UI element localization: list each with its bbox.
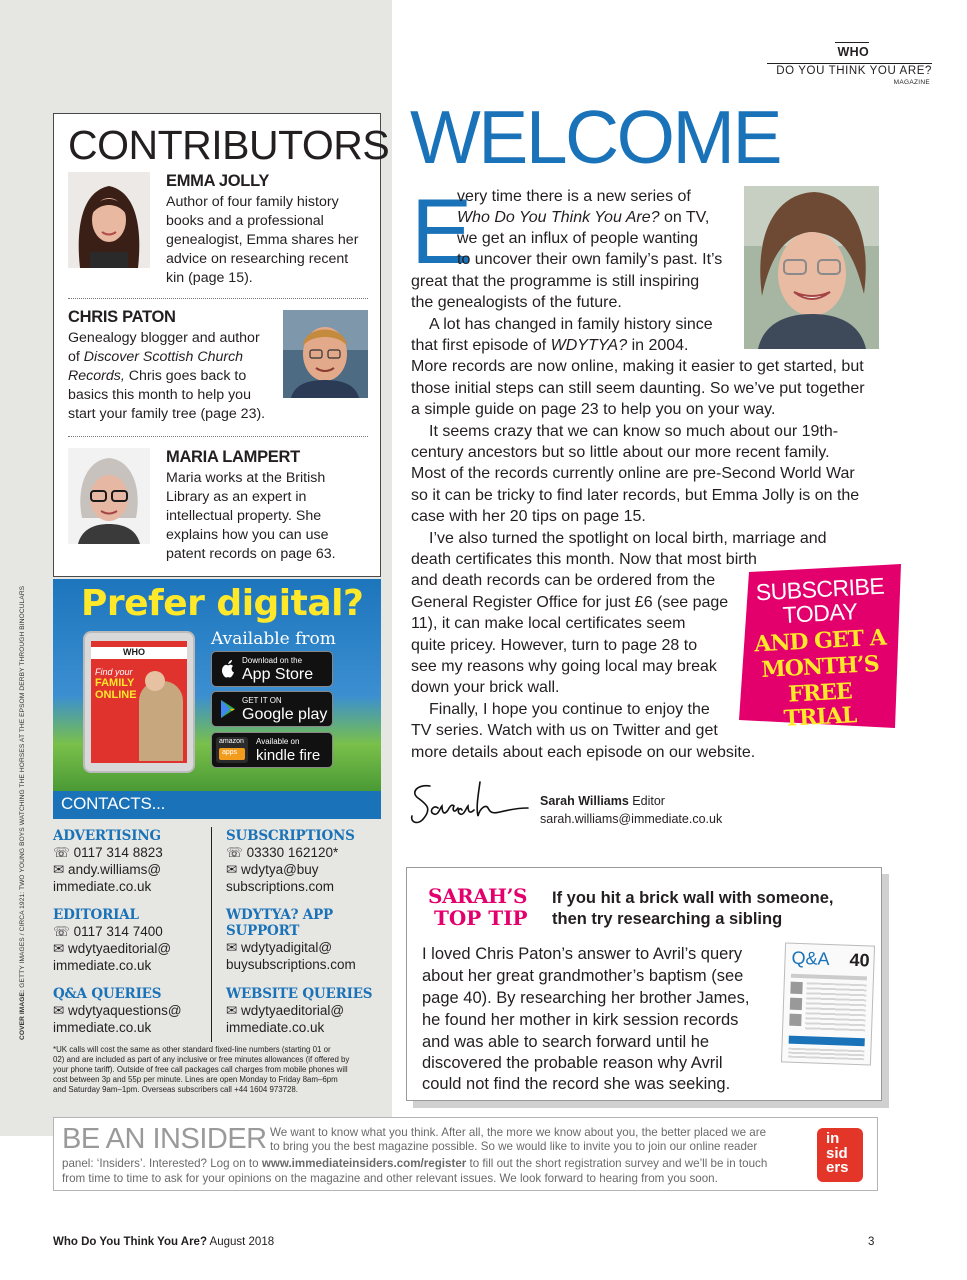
body-line: case with her 20 tips on page 15.	[411, 508, 646, 525]
contact-email[interactable]: ✉ andy.williams@	[53, 862, 162, 877]
tip-body-line: and was able to search forward until he	[422, 1033, 710, 1051]
app-store-big: App Store	[242, 666, 314, 683]
body-line: I’ve also turned the spotlight on local birth, marriage and	[429, 530, 827, 547]
footnote-line: 02) and are included as part of any inclusive or free minutes allowances (if offered by	[53, 1055, 350, 1064]
top-tip-badge: TOP TIP	[434, 906, 528, 930]
body-line: General Register Office for just £6 (see page	[411, 594, 729, 611]
editor-signature	[408, 778, 533, 833]
bio-line: Maria works at the British	[166, 470, 326, 486]
contact-email[interactable]: immediate.co.uk	[53, 958, 152, 973]
contact-app-support	[226, 907, 391, 973]
contact-email[interactable]: buysubscriptions.com	[226, 957, 356, 972]
contributor-bio	[166, 193, 376, 288]
contributor-chris-paton	[68, 308, 283, 424]
body-line: death certificates this month. Now that most birth	[411, 551, 757, 568]
tip-heading-line: If you hit a brick wall with someone,	[552, 889, 834, 907]
body-line: a simple guide on page 23 to help you on your way.	[411, 401, 776, 418]
body-fragment: in 2004.	[631, 337, 689, 354]
subscribe-line: TRIAL	[783, 702, 857, 732]
subscribe-line: TODAY	[782, 598, 858, 628]
body-line: century ancestors but so little about our more recent family.	[411, 444, 830, 461]
contact-title: EDITORIAL	[53, 907, 139, 923]
contact-title: SUPPORT	[226, 923, 300, 939]
welcome-title: WELCOME	[410, 95, 781, 179]
top-tip-box	[406, 867, 882, 1101]
bio-fragment: Chris goes back to	[128, 368, 247, 384]
tablet-screen	[91, 641, 187, 763]
body-fragment: on TV,	[663, 209, 710, 226]
contact-title: WDYTYA? APP	[226, 907, 333, 923]
qa-thumb-title: Q&A	[791, 947, 830, 970]
cover-credit-label: COVER IMAGE:	[19, 989, 26, 1040]
contributors-box	[53, 113, 390, 577]
cover-credit-text: GETTY IMAGES / CIRCA 1921: TWO YOUNG BOYS WATCHING THE HORSES AT THE EPSOM DERBY THROUGH BINOCULARS	[19, 585, 26, 988]
apple-icon	[219, 659, 237, 679]
book-title: Discover Scottish Church	[83, 349, 244, 365]
insider-fragment: to fill out the short registration survey and we’ll be in touch	[469, 1157, 768, 1170]
google-play-icon	[219, 699, 237, 719]
body-line: TV series. Watch with us on Twitter and get	[411, 722, 718, 739]
tip-body-line: I loved Chris Paton’s answer to Avril’s query	[422, 945, 743, 963]
bio-line: advice on researching recent	[166, 251, 349, 267]
kindle-big: kindle fire	[256, 747, 321, 764]
available-from-label: Available from	[211, 629, 336, 649]
contact-subscriptions	[226, 828, 391, 895]
editor-name-text: Sarah Williams	[540, 794, 629, 808]
contact-title: WEBSITE QUERIES	[226, 986, 373, 1002]
tip-heading-line: then try researching a sibling	[552, 910, 783, 928]
contact-advertising	[53, 828, 218, 895]
editor-photo	[744, 186, 879, 349]
bio-line: genealogist, Emma shares her	[166, 232, 359, 248]
body-line: Most of the records currently online are pre-Second World War	[411, 465, 855, 482]
footnote-line: and Saturday 9am–1pm. Overseas subscribers call +44 1604 973728.	[53, 1085, 298, 1094]
contact-email[interactable]: ✉ wdytyaquestions@	[53, 1003, 182, 1018]
book-title: Records,	[68, 368, 125, 384]
insiders-logo	[817, 1128, 863, 1182]
apps-label: apps	[219, 748, 245, 760]
contact-email[interactable]: ✉ wdytyaeditorial@	[226, 1003, 345, 1018]
body-line: very time there is a new series of	[457, 188, 691, 205]
digital-ad-title: Prefer digital?	[81, 583, 364, 624]
body-line: so it can be tricky to find later records, but Emma Jolly is on the	[411, 487, 860, 504]
contributor-bio	[166, 469, 376, 564]
body-line: see my reasons why going local may break	[411, 658, 717, 675]
bio-line: patent records on page 63.	[166, 546, 336, 562]
subscribe-line: FREE	[787, 678, 853, 708]
insider-line: We want to know what you think. After all, the more we know about you, the better placed we are	[270, 1126, 767, 1139]
footer-issue: August 2018	[209, 1236, 275, 1248]
page-footer	[53, 1236, 274, 1248]
page-number: 3	[868, 1236, 875, 1248]
show-title: Who Do You Think You Are?	[457, 209, 660, 226]
left-sidebar	[0, 0, 392, 1136]
amazon-label: amazon	[219, 738, 244, 745]
insider-line: from time to time to ask for your opinions on the magazine and other relevant issues. We look forward to hearing from you soon.	[62, 1172, 718, 1185]
qa-thumb-page: 40	[849, 949, 870, 971]
bio-line: Author of four family history	[166, 194, 339, 210]
tip-body-line: about her great grandmother’s baptism (see	[422, 967, 744, 985]
contributors-title: CONTRIBUTORS	[68, 122, 390, 168]
contacts-divider	[211, 827, 212, 1042]
google-play-small: GET IT ON	[242, 696, 282, 705]
contributor-bio	[68, 329, 283, 424]
contact-title: SUBSCRIPTIONS	[226, 828, 355, 844]
bio-line: basics this month to help you	[68, 387, 251, 403]
divider	[68, 298, 368, 299]
logo-magazine: MAGAZINE	[893, 79, 930, 86]
contact-title: ADVERTISING	[53, 828, 161, 844]
bio-line: explains how you can use	[166, 527, 329, 543]
bio-line: kin (page 15).	[166, 270, 253, 286]
editor-role: Editor	[632, 794, 665, 808]
contact-email[interactable]: ✉ wdytya@buy	[226, 862, 319, 877]
contributor-name: CHRIS PATON	[68, 308, 176, 326]
contact-phone[interactable]: ☏ 0117 314 7400	[53, 924, 163, 939]
body-line: down your brick wall.	[411, 679, 560, 696]
contact-email[interactable]: ✉ wdytyadigital@	[226, 940, 333, 955]
body-line: A lot has changed in family history since	[429, 316, 713, 333]
maria-lampert-photo	[68, 448, 150, 544]
be-an-insider-box	[53, 1117, 878, 1191]
subscribe-line: MONTH’S	[760, 650, 880, 684]
body-line: to uncover their own family’s past. It’s	[457, 251, 723, 268]
contact-email[interactable]: immediate.co.uk	[53, 1020, 152, 1035]
qa-page-thumbnail	[781, 942, 875, 1065]
cover-credit	[17, 585, 29, 1040]
chris-paton-photo	[283, 310, 368, 398]
body-line: more details about each episode on our website.	[411, 744, 756, 761]
footer-magazine: Who Do You Think You Are?	[53, 1236, 207, 1248]
top-tip-heading	[552, 888, 872, 930]
body-line: Finally, I hope you continue to enjoy the	[429, 701, 710, 718]
footnote-line: *UK calls will cost the same as other standard fixed-line numbers (starting 01 or	[53, 1045, 331, 1054]
tablet-line: Find your	[95, 667, 133, 677]
contributor-name: EMMA JOLLY	[166, 172, 270, 190]
insider-title: BE AN INSIDER	[62, 1123, 267, 1155]
contributor-name: MARIA LAMPERT	[166, 448, 300, 466]
google-play-button[interactable]	[211, 691, 333, 727]
contact-editorial	[53, 907, 218, 974]
contributor-emma-jolly	[166, 172, 376, 288]
contact-email[interactable]: immediate.co.uk	[226, 1020, 325, 1035]
body-line: 11), it can make local certificates seem	[411, 615, 686, 632]
body-line	[411, 335, 689, 356]
logo-main: DO YOU THINK YOU ARE?	[776, 65, 932, 77]
contact-website-queries	[226, 986, 391, 1036]
amazon-apps-icon	[216, 737, 248, 763]
top-tip-badge: SARAH’S	[428, 884, 527, 908]
prefer-digital-ad[interactable]	[53, 579, 381, 791]
kindle-fire-button[interactable]	[211, 732, 333, 768]
insider-line: to bring you the best magazine possible. So we would like to invite you to join our online reader	[270, 1140, 758, 1153]
insiders-logo-line: sid	[826, 1144, 848, 1162]
body-line: quite pricey. However, turn to page 28 to	[411, 637, 698, 654]
body-line: More records are now online, making it easier to get started, but	[411, 358, 864, 375]
editor-name	[540, 794, 665, 808]
insiders-logo-line: ers	[826, 1159, 849, 1176]
body-line: we get an influx of people wanting	[457, 230, 699, 247]
contact-email[interactable]: subscriptions.com	[226, 879, 335, 894]
insider-register-link[interactable]: www.immediateinsiders.com/register	[261, 1157, 467, 1170]
bio-line: books and a professional	[166, 213, 324, 229]
contact-phone[interactable]: ☏ 03330 162120*	[226, 845, 339, 860]
footnote-line: your phone tariff). Outside of free call packages call charges from mobile phones will	[53, 1065, 348, 1074]
tablet-illustration	[83, 631, 195, 773]
tip-body-line: discovered the probable reason why Avril	[422, 1054, 723, 1072]
contributor-maria-lampert	[166, 448, 376, 564]
bio-line: Library as an expert in	[166, 489, 307, 505]
contact-email[interactable]: ✉ wdytyaeditorial@	[53, 941, 172, 956]
drop-cap: E	[411, 181, 473, 283]
body-line: the genealogists of the future.	[411, 294, 622, 311]
footnote-line: cost between 3p and 55p per minute. Lines are open Monday to Friday 8am–6pm	[53, 1075, 338, 1084]
google-play-big: Google play	[242, 706, 328, 723]
body-line: those initial steps can still seem daunting. So we’ve put together	[411, 380, 865, 397]
calls-footnote	[53, 1045, 381, 1095]
body-line: It seems crazy that we can know so much about our 19th-	[429, 423, 839, 440]
tip-body-line: could not find the record she was seeking.	[422, 1075, 731, 1093]
bio-fragment: of	[68, 349, 80, 365]
magazine-logo	[767, 38, 932, 92]
tablet-who: WHO	[123, 647, 145, 657]
body-line: and death records can be ordered from the	[411, 572, 716, 589]
insiders-logo-line: in	[826, 1130, 840, 1147]
kindle-small: Available on	[256, 737, 300, 746]
subscribe-line: SUBSCRIBE	[755, 572, 885, 606]
bio-line	[68, 367, 283, 386]
bio-line: Genealogy blogger and author	[68, 330, 260, 346]
divider	[68, 436, 368, 437]
tablet-line: FAMILY	[95, 677, 135, 689]
subscribe-badge[interactable]	[735, 560, 905, 732]
subscribe-line: AND GET A	[753, 624, 887, 658]
logo-who: WHO	[837, 45, 869, 59]
tablet-line: ONLINE	[95, 689, 137, 701]
contact-title: Q&A QUERIES	[53, 986, 162, 1002]
emma-jolly-photo	[68, 172, 150, 268]
body-line: great that the programme is still inspiring	[411, 273, 700, 290]
body-line	[457, 207, 709, 228]
show-abbrev: WDYTYA?	[550, 337, 628, 354]
contacts-heading: CONTACTS...	[53, 791, 381, 819]
bio-line: start your family tree (page 23).	[68, 406, 266, 422]
body-fragment: that first episode of	[411, 337, 547, 354]
contact-phone[interactable]: ☏ 0117 314 8823	[53, 845, 163, 860]
app-store-button[interactable]	[211, 651, 333, 687]
insider-fragment: panel: ‘Insiders’. Interested? Log on to	[62, 1157, 259, 1170]
bio-line	[68, 348, 283, 367]
bio-line: intellectual property. She	[166, 508, 322, 524]
tip-body-line: page 40). By researching her brother James,	[422, 989, 750, 1007]
logo-bar	[835, 42, 869, 43]
insider-line	[62, 1157, 767, 1171]
contact-email[interactable]: immediate.co.uk	[53, 879, 152, 894]
contact-qa-queries	[53, 986, 218, 1036]
tip-body-line: he found her mother in kirk session records	[422, 1011, 739, 1029]
app-store-small: Download on the	[242, 656, 303, 665]
editor-email[interactable]: sarah.williams@immediate.co.uk	[540, 812, 723, 826]
